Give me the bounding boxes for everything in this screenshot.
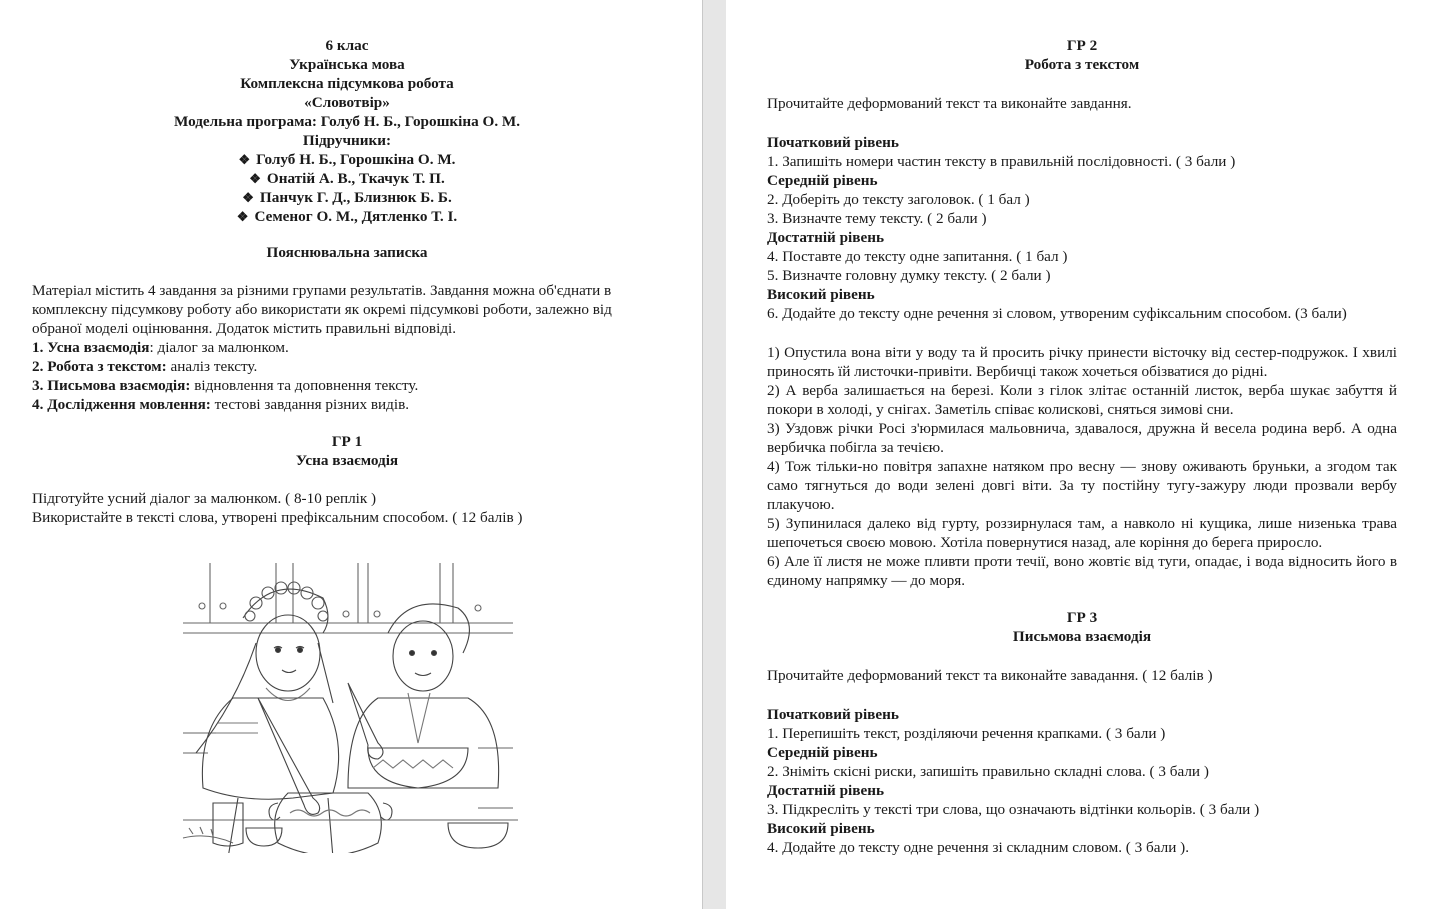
- text-part: 3) Уздовж річки Росі з'юрмилася мальовнича, здавалося, дружна й весела родина верб. А одна вербичка побігла за течією.: [767, 420, 1397, 456]
- gr3-code: ГР 3: [1066, 609, 1098, 626]
- herb-sprig: [183, 827, 233, 843]
- spoon-girl: [258, 698, 320, 814]
- textbook-authors: Голуб Н. Б., Горошкіна О. М.: [256, 151, 456, 168]
- textbooks-list: [32, 150, 662, 226]
- group-label: 1. Усна взаємодія: [32, 339, 150, 356]
- jar: [213, 803, 243, 846]
- group-label: 4. Дослідження мовлення:: [32, 396, 211, 413]
- document-page-left: [0, 0, 702, 909]
- gr1-code: ГР 1: [331, 433, 363, 450]
- text-part: 6) Але її листя не може пливти проти течії, воно жовтіє від туги, опадає, і вода відносить його в єдиному напрямку — до моря.: [767, 553, 1397, 589]
- textbook-authors: Онатій А. В., Ткачук Т. П.: [266, 170, 445, 187]
- group-label: 2. Робота з текстом:: [32, 358, 167, 375]
- textbook-authors: Семеног О. М., Дятленко Т. І.: [254, 208, 458, 225]
- program-heading: Модельна програма: Голуб Н. Б., Горошкіна О. М.: [173, 113, 521, 130]
- grade-heading: 6 клас: [325, 37, 369, 54]
- text-part: 2) А верба залишається на березі. Коли з гілок злітає останній листок, верба шукає забуття й покори в холоді, у снігах. Заметіль співає колискові, сняться зимові сни.: [767, 382, 1397, 418]
- topic-heading: «Словотвір»: [304, 94, 390, 111]
- right-page-content: [767, 36, 1397, 857]
- task-item: 4. Поставте до тексту одне запитання. ( 1 бал ): [767, 248, 1068, 265]
- task-item: 3. Визначте тему тексту. ( 2 бали ): [767, 210, 987, 227]
- task-item: 4. Додайте до тексту одне речення зі складним словом. ( 3 бали ).: [767, 839, 1190, 856]
- subject-heading: Українська мова: [289, 56, 405, 73]
- level-heading: Високий рівень: [767, 820, 875, 837]
- task-item: 5. Визначте головну думку тексту. ( 2 бали ): [767, 267, 1051, 284]
- level-heading: Достатній рівень: [767, 782, 884, 799]
- diamond-bullet-icon: ❖: [238, 152, 251, 167]
- gr1-instruction: Підготуйте усний діалог за малюнком. ( 8-10 реплік ): [32, 490, 377, 507]
- explanatory-note-title: Пояснювальна записка: [266, 244, 428, 261]
- level-heading: Початковий рівень: [767, 706, 899, 723]
- textbooks-label: Підручники:: [302, 132, 392, 149]
- gr2-title: Робота з текстом: [1024, 56, 1140, 73]
- gr3-title: Письмова взаємодія: [1012, 628, 1152, 645]
- page-gutter: [702, 0, 727, 909]
- diamond-bullet-icon: ❖: [236, 209, 249, 224]
- group-desc: аналіз тексту.: [166, 358, 258, 375]
- text-part: 1) Опустила вона віти у воду та й просить річку принести вісточку від сестер-подружок. І хвилі приносять їй листочки-привіти. Вербичці також хочеться обізватися до рідні.: [767, 344, 1397, 380]
- task-item: 1. Перепишіть текст, розділяючи речення крапками. ( 3 бали ): [767, 725, 1166, 742]
- level-heading: Достатній рівень: [767, 229, 884, 246]
- kids-cooking-illustration: [178, 548, 523, 853]
- group-item: [32, 357, 662, 376]
- task-item: 3. Підкресліть у тексті три слова, що означають відтінки кольорів. ( 3 бали ): [767, 801, 1260, 818]
- textbook-item: [32, 207, 662, 226]
- level-heading: Середній рівень: [767, 744, 878, 761]
- group-label: 3. Письмова взаємодія:: [32, 377, 191, 394]
- textbook-item: [32, 150, 662, 169]
- level-heading: Початковий рівень: [767, 134, 899, 151]
- left-page-content: [32, 36, 662, 527]
- gr2-intro: Прочитайте деформований текст та виконайте завдання.: [767, 95, 1132, 112]
- textbook-item: [32, 188, 662, 207]
- small-bowl: [448, 823, 508, 848]
- group-item: [32, 376, 662, 395]
- gr2-code: ГР 2: [1066, 37, 1098, 54]
- group-desc: : діалог за малюнком.: [149, 339, 289, 356]
- level-heading: Високий рівень: [767, 286, 875, 303]
- work-type-heading: Комплексна підсумкова робота: [240, 75, 454, 92]
- gr3-intro: Прочитайте деформований текст та виконайте завадання. ( 12 балів ): [767, 667, 1213, 684]
- diamond-bullet-icon: ❖: [242, 190, 254, 205]
- document-page-right: [726, 0, 1429, 909]
- text-part: 4) Тож тільки-но повітря запахне натяком про весну — знову оживають бруньки, а згодом так само тягнуться до води зелені довгі віти. За ту постійну тугу-зажуру люди прозвали вербу плакучою.: [767, 458, 1397, 513]
- task-item: 6. Додайте до тексту одне речення зі словом, утвореним суфіксальним способом. (3 бали): [767, 305, 1347, 322]
- gr1-title: Усна взаємодія: [295, 452, 399, 469]
- textbook-item: [32, 169, 662, 188]
- group-desc: відновлення та доповнення тексту.: [190, 377, 419, 394]
- task-item: 1. Запишіть номери частин тексту в правильній послідовності. ( 3 бали ): [767, 153, 1236, 170]
- group-desc: тестові завдання різних видів.: [210, 396, 410, 413]
- textbook-authors: Панчук Г. Д., Близнюк Б. Б.: [259, 189, 452, 206]
- level-heading: Середній рівень: [767, 172, 878, 189]
- task-item: 2. Доберіть до тексту заголовок. ( 1 бал ): [767, 191, 1030, 208]
- text-part: 5) Зупинилася далеко від гурту, роззирнулася там, а навколо ні кущика, лише низенька трава шепочеться своєю мовою. Хотіла повернутися назад, але коріння до берега приросло.: [767, 515, 1397, 551]
- gr1-instruction: Використайте в тексті слова, утворені префіксальним способом. ( 12 балів ): [32, 509, 523, 526]
- diamond-bullet-icon: ❖: [249, 171, 261, 186]
- explanatory-note-paragraph: Матеріал містить 4 завдання за різними групами результатів. Завдання можна об'єднати в комплексну підсумкову роботу або використати як окремі підсумкові роботи, залежно від обраної моделі оцінювання. Додаток містить правильні відповіді.: [32, 282, 612, 337]
- group-item: [32, 338, 662, 357]
- group-item: [32, 395, 662, 414]
- task-item: 2. Зніміть скісні риски, запишіть правильно складні слова. ( 3 бали ): [767, 763, 1209, 780]
